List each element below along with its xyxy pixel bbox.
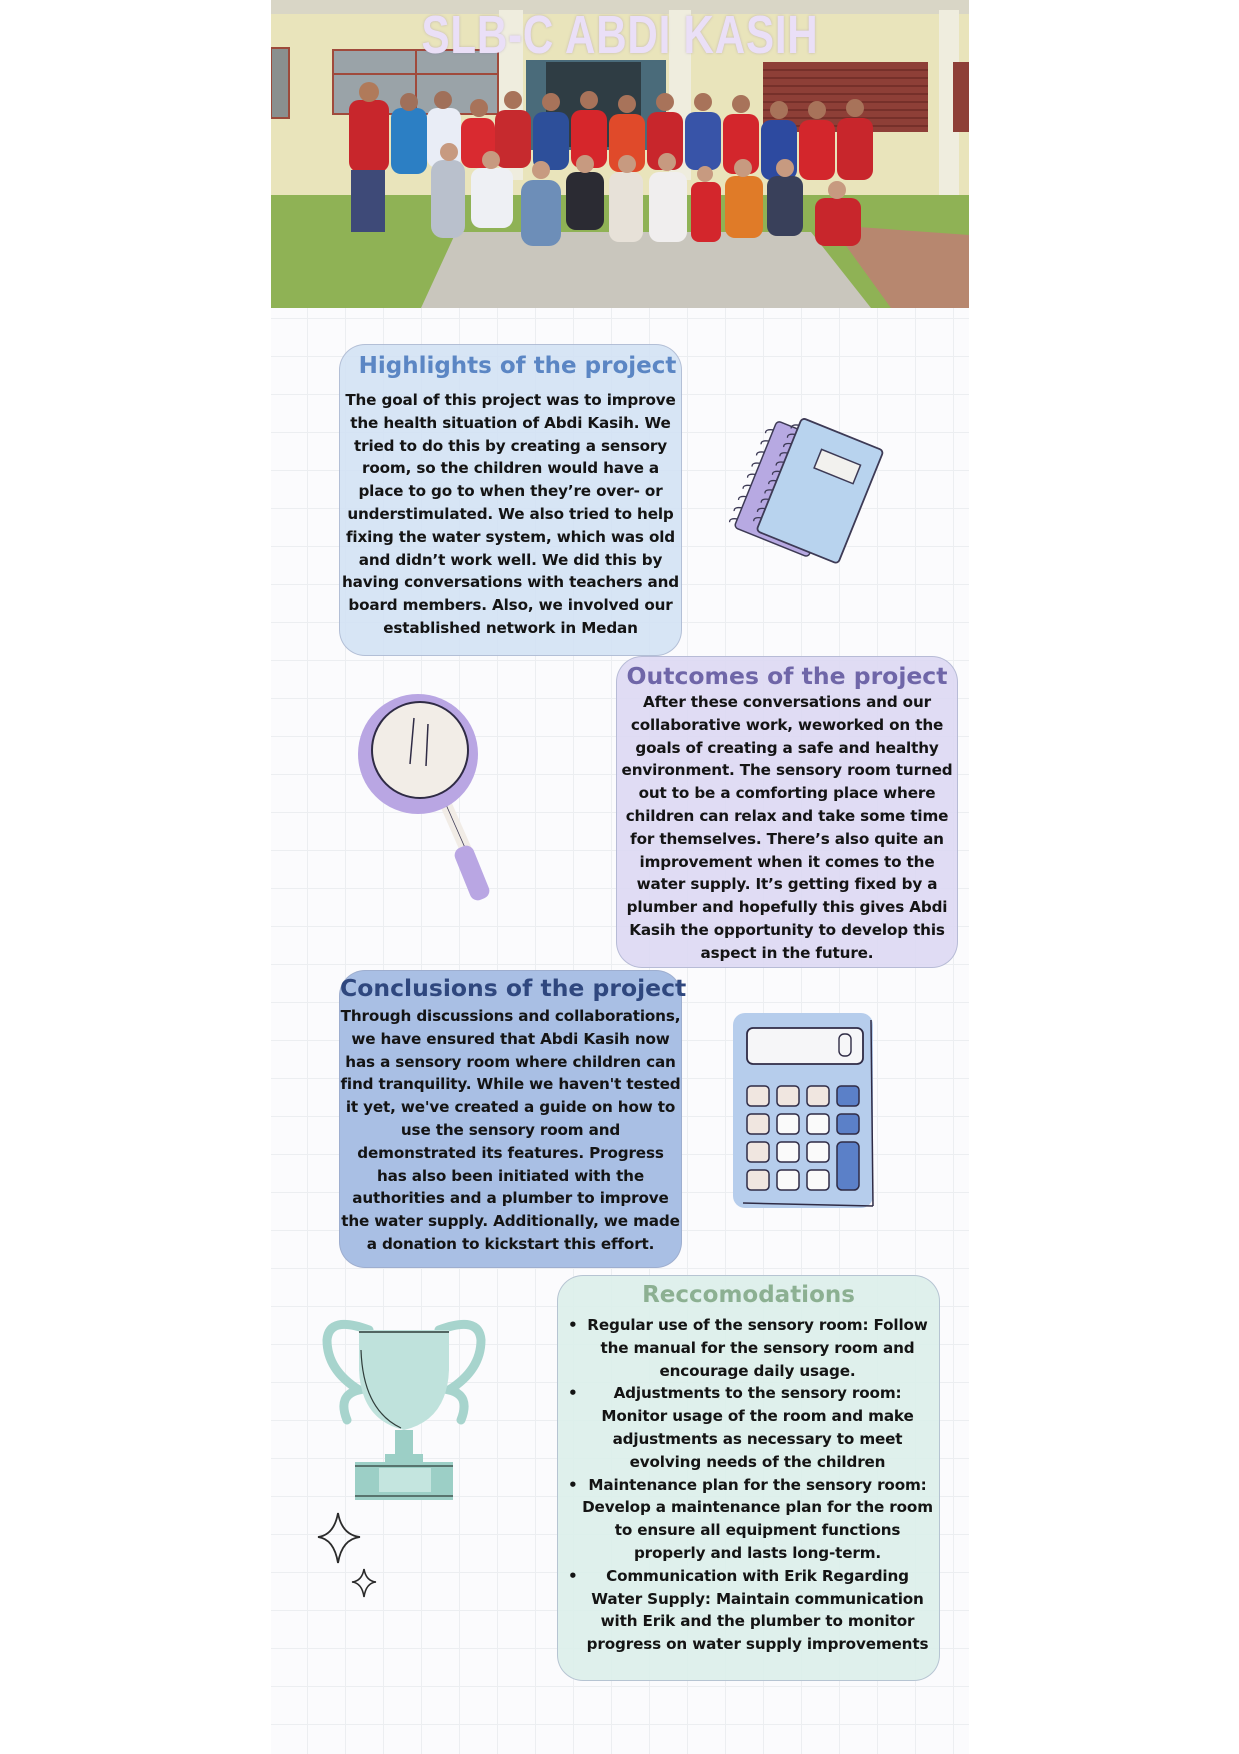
- outcomes-title: Outcomes of the project: [626, 662, 948, 690]
- recommendation-item: • Regular use of the sensory room: Follow the manual for the sensory room and encourage daily usage.: [568, 1316, 928, 1380]
- recommendation-item: • Adjustments to the sensory room: Monitor usage of the room and make adjustments as necessary to meet evolving needs of the children: [568, 1384, 914, 1471]
- bullet-icon: •: [568, 1384, 578, 1403]
- recommendation-item: • Maintenance plan for the sensory room: Develop a maintenance plan for the room to ensure all equipment functions properly and lasts long-term.: [568, 1475, 933, 1562]
- recommendations-title: Reccomodations: [642, 1282, 855, 1308]
- bullet-icon: •: [568, 1475, 578, 1494]
- highlights-body: The goal of this project was to improve the health situation of Abdi Kasih. We tried to do this by creating a sensory room, so the children would have a place to go to when they’re over- or understimulated. We also tried to help fixing the water system, which was old and didn’t work well. We did this by having conversations with teachers and board members. Also, we involved our established network in Medan: [342, 391, 679, 637]
- page-title: SLB-C ABDI KASIH: [421, 5, 819, 65]
- bullet-icon: •: [568, 1316, 578, 1334]
- outcomes-body: After these conversations and our collaborative work, weworked on the goals of creating a safe and healthy environment. The sensory room turned out to be a comforting place where children can relax and take some time for themselves. There’s also quite an improvement when it comes to the water supply. It’s getting fixed by a plumber and hopefully this gives Abdi Kasih the opportunity to develop this aspect in the future.: [621, 693, 953, 962]
- conclusions-title: Conclusions of the project: [340, 974, 687, 1002]
- infographic-page: [271, 0, 969, 1754]
- recommendations-list: [562, 1314, 935, 1656]
- outcomes-card: [616, 656, 958, 968]
- conclusions-body: Through discussions and collaborations, we have ensured that Abdi Kasih now has a sensory room where children can find tranquility. While we haven't tested it yet, we've created a guide on how to use the sensory room and demonstrated its features. Progress has also been initiated with the authorities and a plumber to improve the water supply. Additionally, we made a donation to kickstart this effort.: [340, 1007, 681, 1253]
- recommendations-card: [557, 1275, 940, 1681]
- recommendation-item: • Communication with Erik Regarding Water Supply: Maintain communication with Erik and the plumber to monitor progress on water supply improvements: [568, 1566, 929, 1654]
- header-photo: [271, 0, 969, 308]
- trophy-icon: [309, 1310, 499, 1520]
- highlights-title: Highlights of the project: [358, 353, 677, 379]
- calculator-icon: [723, 1008, 883, 1218]
- highlights-card: [339, 344, 682, 656]
- sparkle-icon: [316, 1505, 386, 1605]
- conclusions-card: [339, 970, 687, 1268]
- magnifying-glass-icon: [356, 690, 496, 920]
- bullet-icon: •: [568, 1566, 578, 1585]
- notebook-icon: [711, 405, 891, 585]
